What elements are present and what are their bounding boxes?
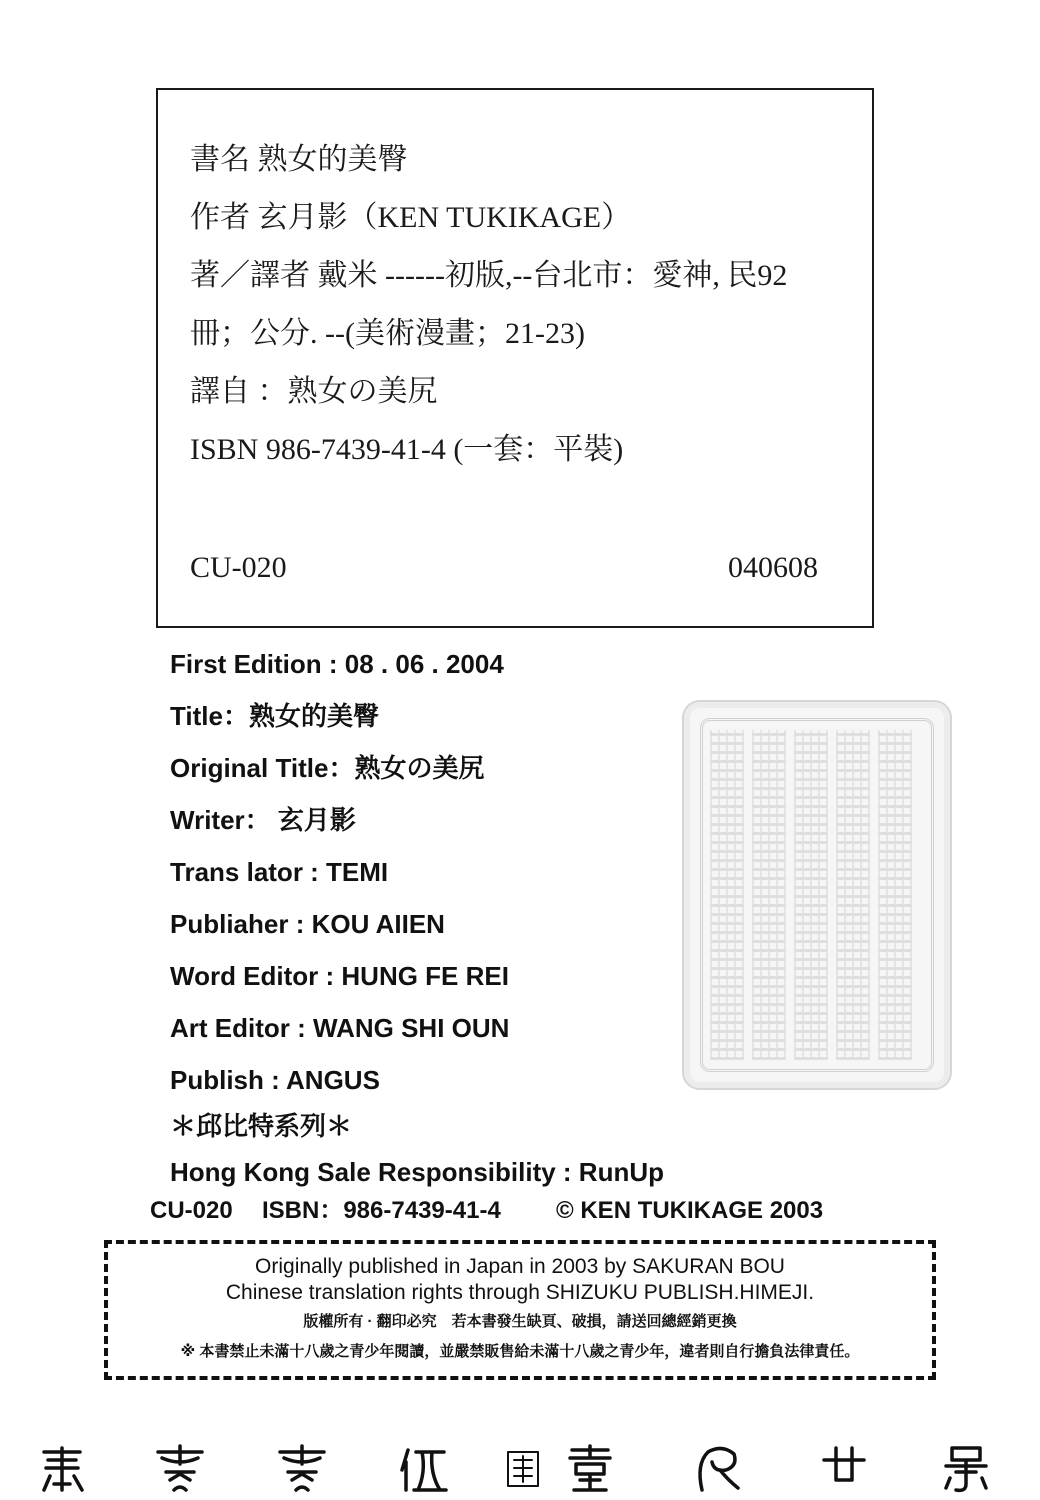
seal-glyph-8 [824, 1448, 864, 1480]
credit-first-edition: First Edition : 08 . 06 . 2004 [170, 649, 504, 679]
credit-title: Title：熟女的美臀 [170, 701, 379, 731]
seal-stamp-icon [682, 700, 952, 1090]
cip-translated-from-line: 譯自 ：熟女の美尻 [190, 375, 438, 408]
seal-glyph-2 [158, 1446, 202, 1490]
cip-volume-line: 冊；公分. --(美術漫畫；21-23) [190, 317, 585, 350]
id-code: CU-020 [150, 1197, 233, 1224]
notice-translation-rights: Chinese translation rights through SHIZUKU PUBLISH.HIMEJI. [225, 1281, 815, 1304]
seal-column [836, 730, 870, 1060]
seal-column [752, 730, 786, 1060]
rights-notice-box [104, 1240, 936, 1380]
seal-column [710, 730, 744, 1060]
seal-glyph-5 [508, 1452, 538, 1486]
seal-column [878, 730, 912, 1060]
credit-original-title: Original Title：熟女の美尻 [170, 753, 485, 783]
cip-code-right: 040608 [728, 551, 818, 584]
notice-copyright-reserved: 版權所有 · 翻印必究 若本書發生缺頁、破損，請送回總經銷更換 [303, 1313, 737, 1330]
credit-publish: Publish : ANGUS [170, 1065, 380, 1095]
credit-writer: Writer： 玄月影 [170, 805, 356, 835]
cip-isbn-line: ISBN 986-7439-41-4 (一套：平裝) [190, 433, 624, 466]
seal-glyph-3 [280, 1446, 324, 1490]
cip-data-box [156, 88, 874, 628]
seal-column [794, 730, 828, 1060]
seal-glyph-9 [946, 1448, 986, 1490]
cip-title-line: 書名 熟女的美臀 [190, 143, 408, 176]
cip-code-left: CU-020 [190, 551, 287, 584]
credit-publisher: Publiaher : KOU AIIEN [170, 909, 445, 939]
seal-glyph-7 [700, 1448, 738, 1490]
seal-glyph-1 [44, 1448, 82, 1490]
seal-script-year-icon [30, 1440, 1020, 1496]
id-isbn: ISBN：986-7439-41-4 [262, 1197, 501, 1224]
seal-glyph-6 [570, 1446, 610, 1490]
credit-art-editor: Art Editor : WANG SHI OUN [170, 1013, 510, 1043]
id-copyright: © KEN TUKIKAGE 2003 [556, 1197, 824, 1224]
seal-glyph-4 [402, 1450, 446, 1490]
cip-author-line: 作者 玄月影（KEN TUKIKAGE） [190, 201, 632, 234]
credit-series: ＊邱比特系列＊ [170, 1111, 353, 1141]
credit-hk-sale: Hong Kong Sale Responsibility : RunUp [170, 1157, 664, 1187]
credit-translator: Trans lator : TEMI [170, 857, 389, 887]
notice-age-restriction: ※ 本書禁止未滿十八歲之青少年閱讀，並嚴禁販售給未滿十八歲之青少年，違者則自行擔負法律責任。 [180, 1343, 860, 1360]
cip-translator-line: 著／譯者 戴米 ------初版,--台北市：愛神, 民92 [190, 259, 788, 292]
credit-word-editor: Word Editor : HUNG FE REI [170, 961, 509, 991]
notice-original-publication: Originally published in Japan in 2003 by SAKURAN BOU [255, 1255, 785, 1278]
